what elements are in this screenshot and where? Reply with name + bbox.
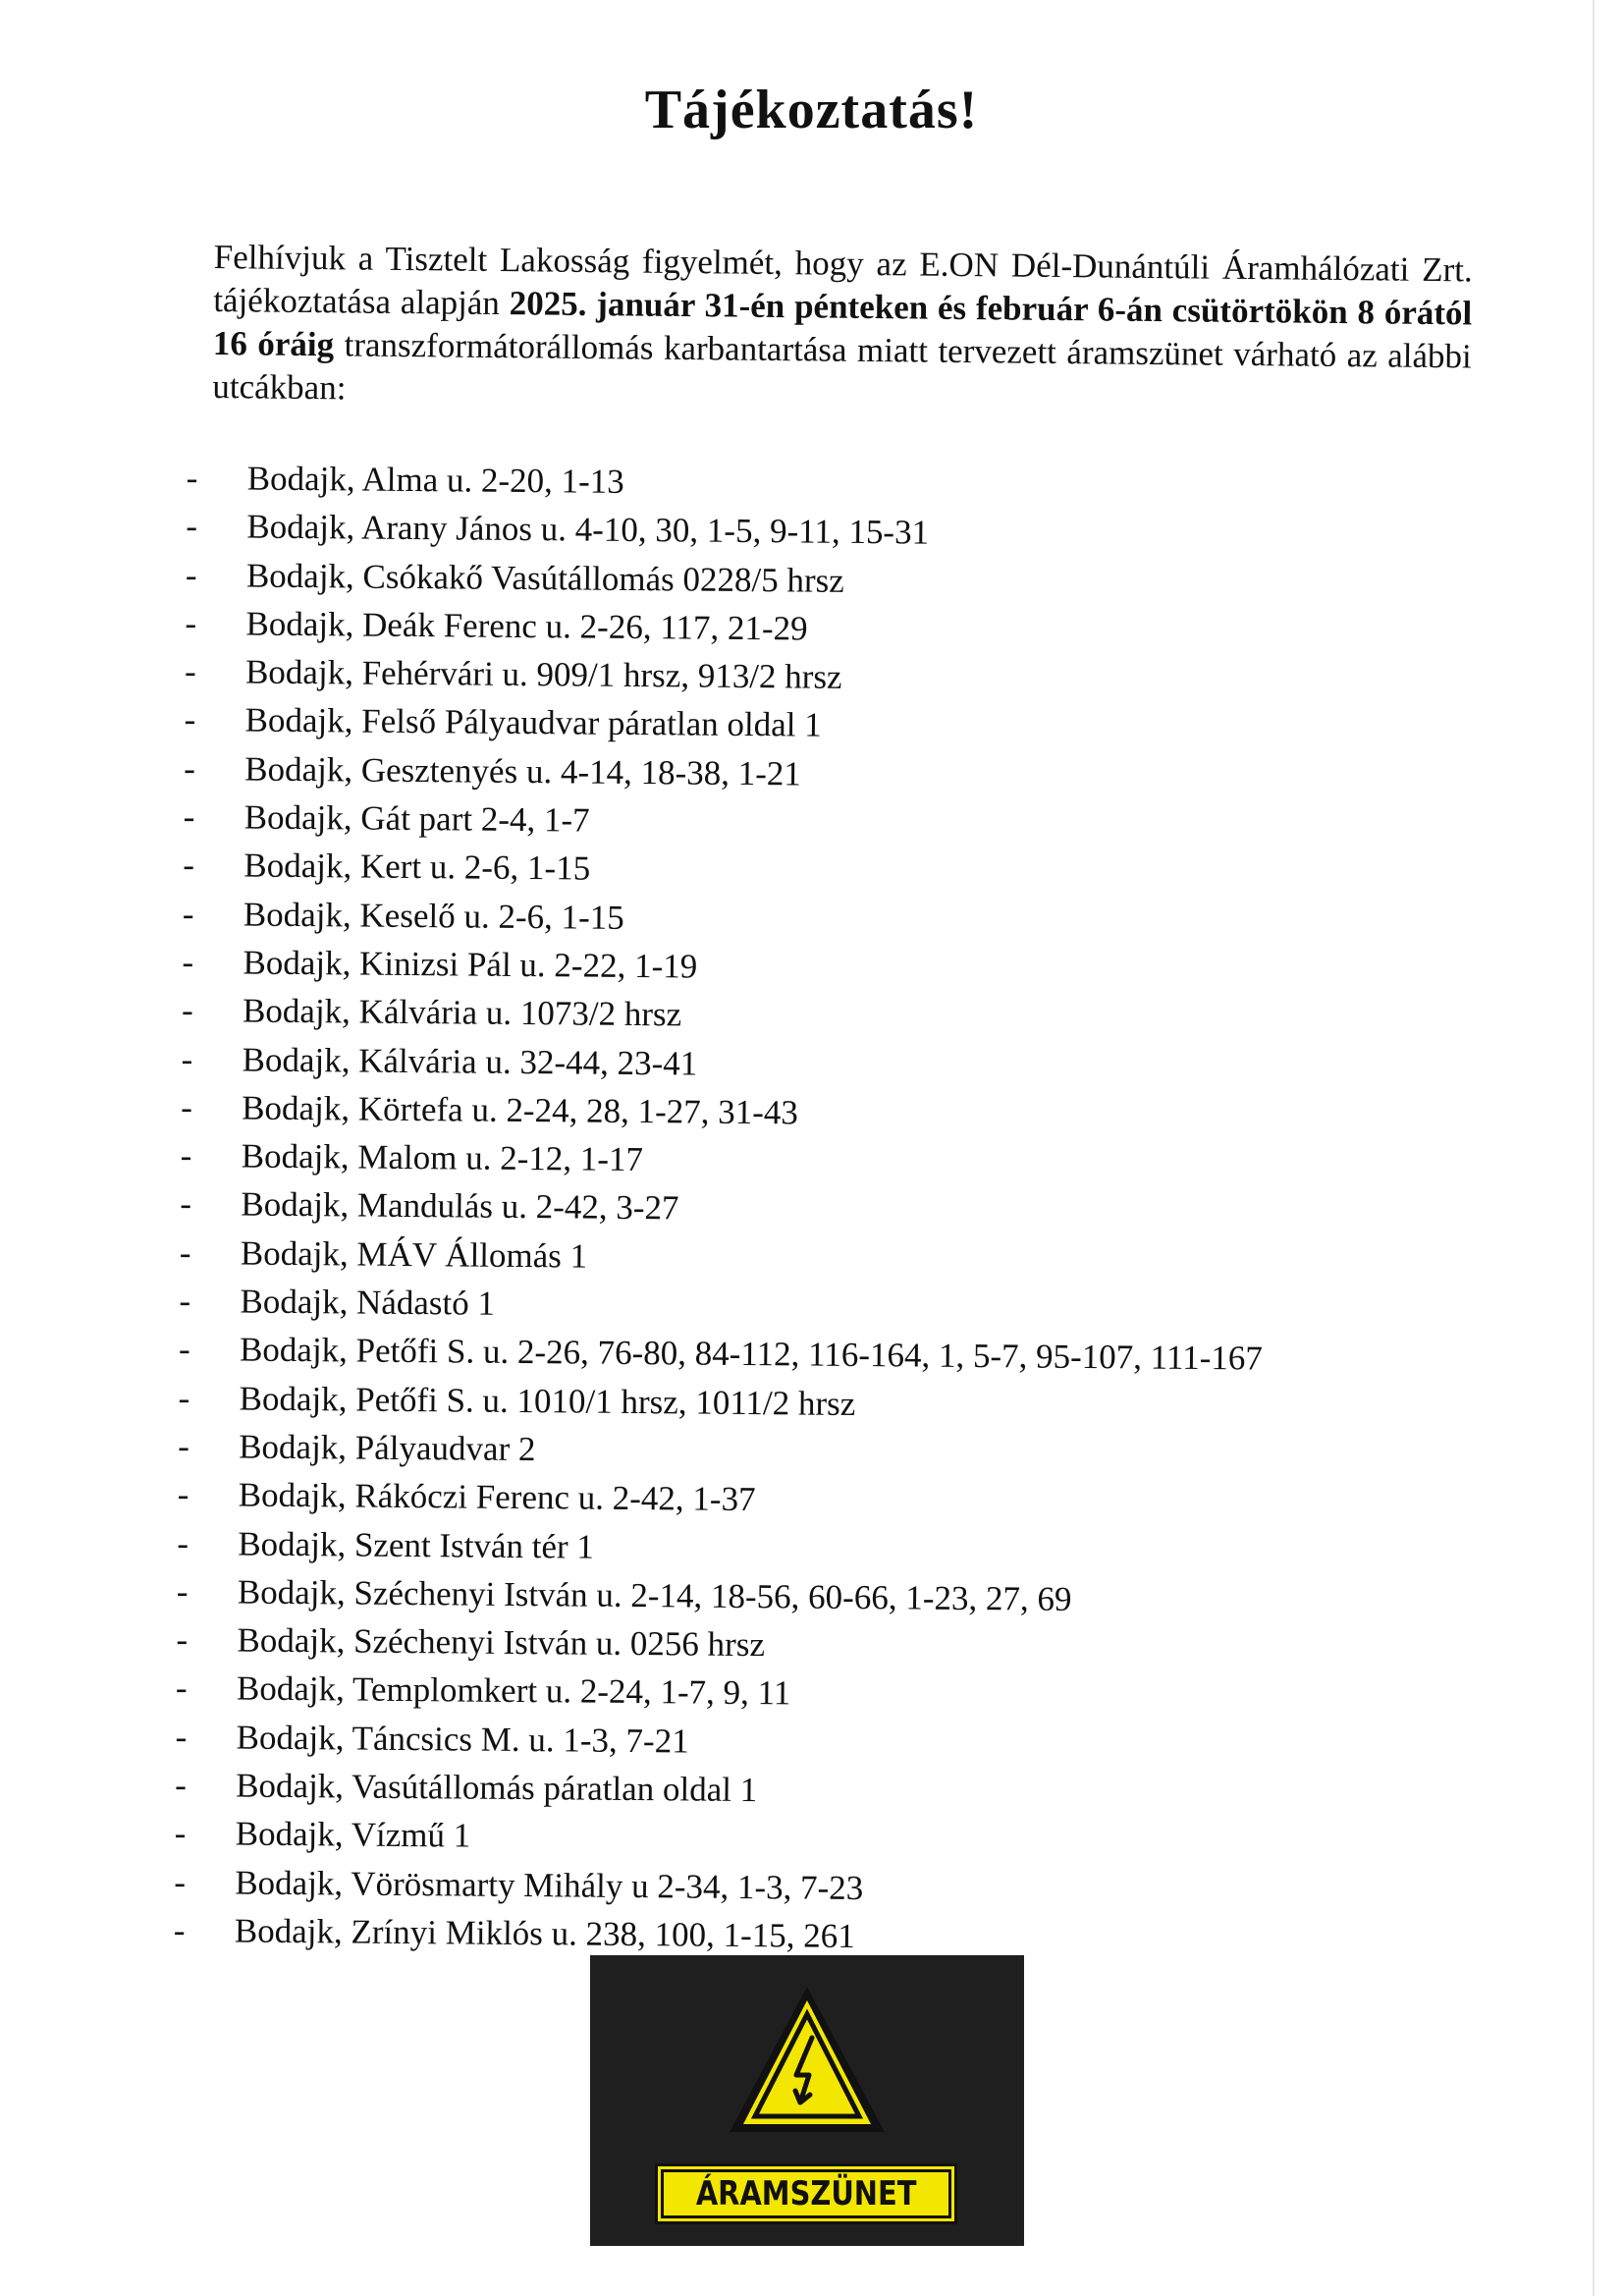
street-entry: Bodajk, Körtefa u. 2-24, 28, 1-27, 31-43 xyxy=(242,1088,799,1132)
list-marker: - xyxy=(181,1087,193,1126)
street-entry: Bodajk, Petőfi S. u. 1010/1 hrsz, 1011/2 hrsz xyxy=(239,1379,856,1423)
intro-text-start: Felhívjuk a Tisztelt Lakosság figyelmét, hogy az E.ON Dél-Dunántúli Áramhálózati Zrt. tájékoztatása alapján xyxy=(213,237,1473,323)
street-entry: Bodajk, Kert u. 2-6, 1-15 xyxy=(243,846,591,888)
street-entry: Bodajk, Széchenyi István u. 2-14, 18-56, 60-66, 1-23, 27, 69 xyxy=(237,1572,1072,1618)
street-entry: Bodajk, Vörösmarty Mihály u 2-34, 1-3, 7-23 xyxy=(235,1863,864,1907)
street-entry: Bodajk, Malom u. 2-12, 1-17 xyxy=(241,1136,644,1179)
list-marker: - xyxy=(180,1184,192,1224)
street-entry: Bodajk, Kálvária u. 32-44, 23-41 xyxy=(242,1040,698,1083)
street-entry: Bodajk, Fehérvári u. 909/1 hrsz, 913/2 hrsz xyxy=(244,652,842,697)
list-marker: - xyxy=(179,1282,191,1321)
list-marker: - xyxy=(178,1378,190,1417)
list-marker: - xyxy=(184,700,196,739)
page-title: Tájékoztatás! xyxy=(644,80,979,140)
list-marker: - xyxy=(174,1862,187,1901)
list-marker: - xyxy=(184,748,196,788)
street-entry: Bodajk, Templomkert u. 2-24, 1-7, 9, 11 xyxy=(236,1668,791,1713)
street-entry: Bodajk, Vasútállomás páratlan oldal 1 xyxy=(235,1766,758,1810)
sign-label-box xyxy=(655,2163,957,2224)
street-entry: Bodajk, Rákóczi Ferenc u. 2-42, 1-37 xyxy=(238,1475,756,1519)
list-marker: - xyxy=(173,1910,186,1949)
power-outage-sign xyxy=(590,1955,1024,2246)
street-entry: Bodajk, Deák Ferenc u. 2-26, 117, 21-29 xyxy=(245,604,808,648)
list-marker: - xyxy=(184,652,196,691)
list-marker: - xyxy=(186,458,198,498)
street-entry: Bodajk, Alma u. 2-20, 1-13 xyxy=(246,459,624,501)
list-marker: - xyxy=(175,1765,187,1805)
high-voltage-warning-icon xyxy=(726,1981,889,2144)
street-entry: Bodajk, Széchenyi István u. 0256 hrsz xyxy=(237,1620,766,1665)
list-marker: - xyxy=(174,1814,187,1853)
list-marker: - xyxy=(178,1426,190,1465)
scan-edge-line xyxy=(1593,0,1595,2296)
list-marker: - xyxy=(182,894,194,933)
list-marker: - xyxy=(178,1330,190,1369)
intro-date-time: 2025. január 31-én pénteken és február 6-án csütörtökön 8 órától 16 óráig xyxy=(212,284,1473,364)
street-entry: Bodajk, Gát part 2-4, 1-7 xyxy=(243,797,590,840)
intro-text-end: transzformátorállomás karbantartása miatt tervezett áramszünet várható az alábbi utcákban: xyxy=(212,325,1472,408)
street-entry: Bodajk, Csókakő Vasútállomás 0228/5 hrsz xyxy=(245,556,844,600)
street-list xyxy=(174,454,1463,1965)
street-entry: Bodajk, Vízmű 1 xyxy=(235,1814,471,1855)
street-entry: Bodajk, Kálvária u. 1073/2 hrsz xyxy=(242,991,682,1034)
intro-paragraph xyxy=(212,236,1473,421)
street-entry: Bodajk, Keselő u. 2-6, 1-15 xyxy=(243,895,624,937)
street-entry: Bodajk, Szent István tér 1 xyxy=(238,1524,595,1566)
list-marker: - xyxy=(177,1523,189,1562)
list-marker: - xyxy=(186,507,198,546)
list-marker: - xyxy=(185,603,197,642)
list-marker: - xyxy=(183,846,195,885)
list-marker: - xyxy=(180,1136,192,1175)
street-entry: Bodajk, Pályaudvar 2 xyxy=(239,1427,536,1469)
list-marker: - xyxy=(175,1717,188,1756)
list-marker: - xyxy=(176,1620,189,1660)
street-entry: Bodajk, Arany János u. 4-10, 30, 1-5, 9-11, 15-31 xyxy=(246,507,930,552)
list-marker: - xyxy=(183,797,195,837)
list-marker: - xyxy=(175,1668,188,1708)
street-entry: Bodajk, Mandulás u. 2-42, 3-27 xyxy=(241,1184,679,1228)
list-marker: - xyxy=(185,555,197,594)
list-marker: - xyxy=(181,1039,193,1078)
street-entry: Bodajk, Felső Pályaudvar páratlan oldal 1 xyxy=(244,701,822,745)
list-marker: - xyxy=(177,1475,189,1514)
list-marker: - xyxy=(181,991,193,1030)
street-entry: Bodajk, Petőfi S. u. 2-26, 76-80, 84-112, 116-164, 1, 5-7, 95-107, 111-167 xyxy=(239,1330,1263,1378)
street-entry: Bodajk, Zrínyi Miklós u. 238, 100, 1-15, 261 xyxy=(234,1911,855,1955)
list-marker: - xyxy=(179,1232,191,1272)
street-entry: Bodajk, Táncsics M. u. 1-3, 7-21 xyxy=(236,1718,689,1761)
list-marker: - xyxy=(182,942,194,982)
street-entry: Bodajk, Gesztenyés u. 4-14, 18-38, 1-21 xyxy=(244,749,802,793)
street-entry: Bodajk, MÁV Állomás 1 xyxy=(240,1233,588,1276)
sign-label: ÁRAMSZÜNET xyxy=(695,2174,917,2214)
street-entry: Bodajk, Kinizsi Pál u. 2-22, 1-19 xyxy=(243,943,698,986)
list-marker: - xyxy=(176,1571,189,1611)
street-entry: Bodajk, Nádastó 1 xyxy=(240,1282,496,1323)
